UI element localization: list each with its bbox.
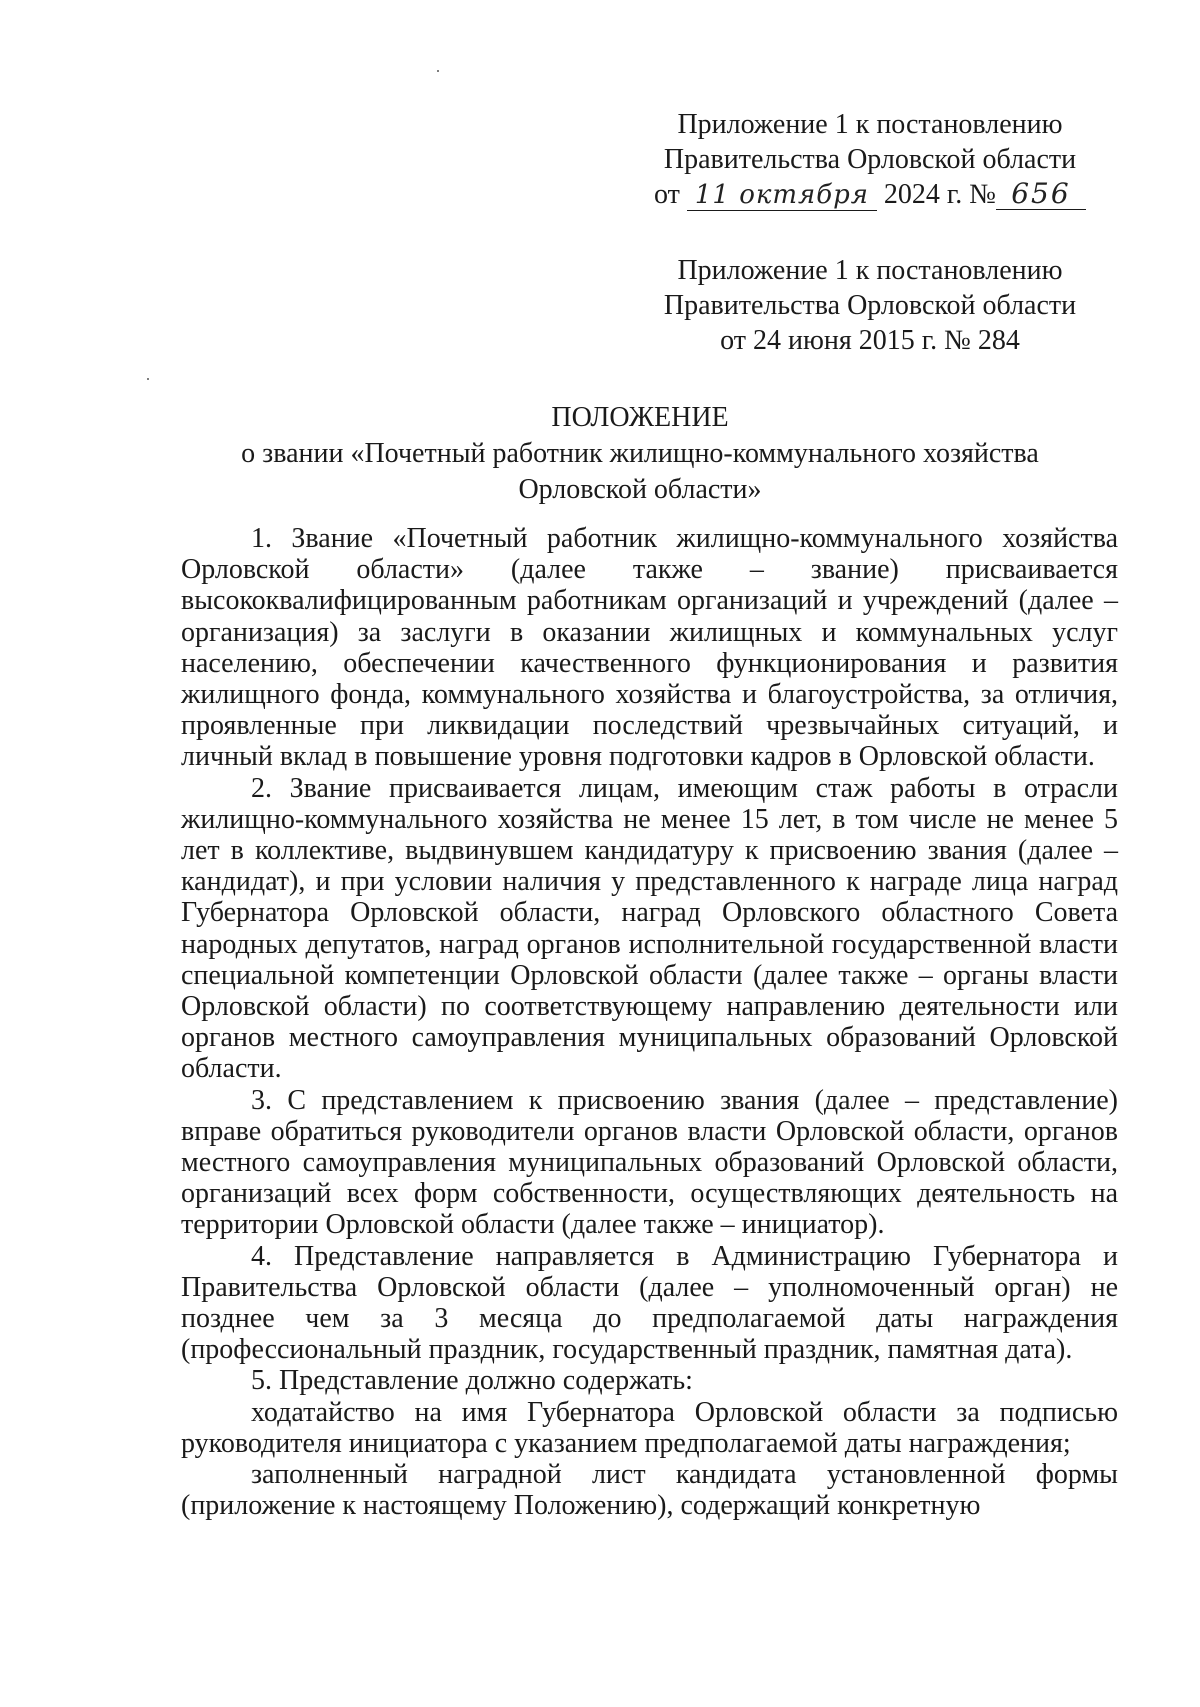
appendix-old-line-3: от 24 июня 2015 г. № 284 <box>720 325 1020 356</box>
appendix-block-old <box>640 253 1100 358</box>
date-prefix: от <box>654 179 680 210</box>
scan-speck <box>437 70 439 72</box>
document-heading <box>160 400 1120 508</box>
handwritten-number: 656 <box>996 179 1086 210</box>
document-subtitle-line-2: Орловской области» <box>518 474 762 505</box>
scan-speck <box>147 378 149 380</box>
appendix-date-line <box>640 177 1100 212</box>
year-text: 2024 г. № <box>883 179 996 210</box>
paragraph-5-item-1: ходатайство на имя Губернатора Орловской области за подписью руководителя инициатора с указанием предполагаемой даты награждения; <box>181 1396 1118 1459</box>
document-title: ПОЛОЖЕНИЕ <box>551 402 729 433</box>
document-subtitle-line-1: о звании «Почетный работник жилищно-коммунального хозяйства <box>241 438 1039 469</box>
appendix-old-line-1: Приложение 1 к постановлению <box>677 255 1063 286</box>
handwritten-date: 11 октября <box>687 180 877 211</box>
paragraph-1: 1. Звание «Почетный работник жилищно-коммунального хозяйства Орловской области» (далее также – звание) присваивается высококвалифицированным работникам организаций и учреждений (далее – организация) за заслуги в оказании жилищных и коммунальных услуг населению, обеспечении качественного функционирования и развития жилищного фонда, коммунального хозяйства и благоустройства, за отличия, проявленные при ликвидации последствий чрезвычайных ситуаций, и личный вклад в повышение уровня подготовки кадров в Орловской области. <box>181 523 1118 773</box>
appendix-line-2: Правительства Орловской области <box>663 144 1077 175</box>
paragraph-5-item-2: заполненный наградной лист кандидата установленной формы (приложение к настоящему Положению), содержащий конкретную <box>181 1459 1118 1522</box>
appendix-line-1: Приложение 1 к постановлению <box>677 109 1063 140</box>
appendix-block-new <box>640 107 1100 212</box>
paragraph-5: 5. Представление должно содержать: <box>251 1365 693 1397</box>
paragraph-4: 4. Представление направляется в Администрацию Губернатора и Правительства Орловской области (далее – уполномоченный орган) не позднее чем за 3 месяца до предполагаемой даты награждения (профессиональный праздник, государственный праздник, памятная дата). <box>181 1240 1118 1366</box>
appendix-old-line-2: Правительства Орловской области <box>663 290 1077 321</box>
paragraph-2: 2. Звание присваивается лицам, имеющим стаж работы в отрасли жилищно-коммунального хозяйства не менее 15 лет, в том числе не менее 5 лет в коллективе, выдвинувшем кандидатуру к присвоению звания (далее – кандидат), и при условии наличия у представленного к награде лица наград Губернатора Орловской области, наград Орловского областного Совета народных депутатов, наград органов исполнительной государственной власти специальной компетенции Орловской области (далее также – органы власти Орловской области) по соответствующему направлению деятельности или органов местного самоуправления муниципальных образований Орловской области. <box>181 772 1118 1085</box>
paragraph-3: 3. С представлением к присвоению звания (далее – представление) вправе обратиться руководители органов власти Орловской области, органов местного самоуправления муниципальных образований Орловской области, организаций всех форм собственности, осуществляющих деятельность на территории Орловской области (далее также – инициатор). <box>181 1084 1118 1241</box>
document-body <box>181 523 1118 1522</box>
